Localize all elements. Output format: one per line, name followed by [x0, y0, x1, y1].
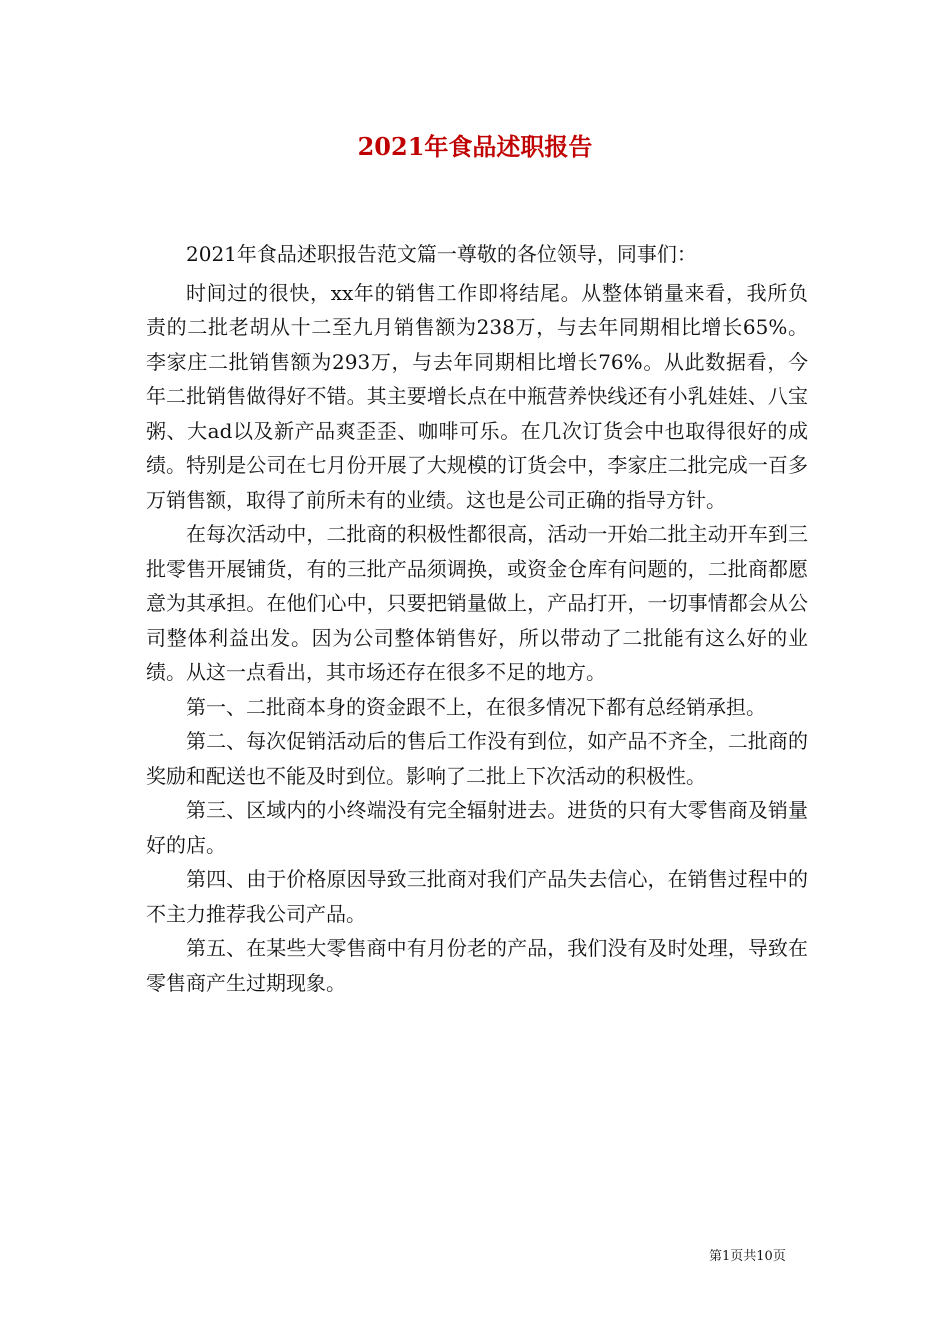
paragraph-point-2: 第二、每次促销活动后的售后工作没有到位，如产品不齐全，二批商的奖励和配送也不能及时到位。影响了二批上下次活动的积极性。 [146, 729, 808, 788]
document-title: 2021年食品述职报告 [357, 132, 593, 161]
paragraph-intro: 2021年食品述职报告范文篇一尊敬的各位领导，同事们： [186, 242, 697, 266]
paragraph-point-1: 第一、二批商本身的资金跟不上，在很多情况下都有总经销承担。 [186, 694, 766, 719]
paragraph-activities: 在每次活动中，二批商的积极性都很高，活动一开始二批主动开车到三批零售开展铺货，有的三批产品须调换，或资金仓库有问题的，二批商都愿意为其承担。在他们心中，只要把销量做上，产品打开，一切事情都会从公司整体利益出发。因为公司整体销售好，所以带动了二批能有这么好的业绩。从这一点看出，其市场还存在很多不足的地方。 [146, 522, 808, 684]
paragraph-point-3: 第三、区域内的小终端没有完全辐射进去。进货的只有大零售商及销量好的店。 [146, 798, 808, 857]
document-body [146, 237, 808, 1000]
paragraph-point-4: 第四、由于价格原因导致三批商对我们产品失去信心，在销售过程中的不主力推荐我公司产品。 [146, 867, 808, 926]
page-number: 第1页共10页 [709, 1249, 786, 1264]
paragraph-sales-summary: 时间过的很快，xx年的销售工作即将结尾。从整体销量来看，我所负责的二批老胡从十二至九月销售额为238万，与去年同期相比增长65%。李家庄二批销售额为293万，与去年同期相比增长76%。从此数据看，今年二批销售做得好不错。其主要增长点在中瓶营养快线还有小乳娃娃、八宝粥、大ad以及新产品爽歪歪、咖啡可乐。在几次订货会中也取得很好的成绩。特别是公司在七月份开展了大规模的订货会中，李家庄二批完成一百多万销售额，取得了前所未有的业绩。这也是公司正确的指导方针。 [146, 280, 808, 512]
paragraph-point-5: 第五、在某些大零售商中有月份老的产品，我们没有及时处理，导致在零售商产生过期现象。 [146, 936, 808, 995]
